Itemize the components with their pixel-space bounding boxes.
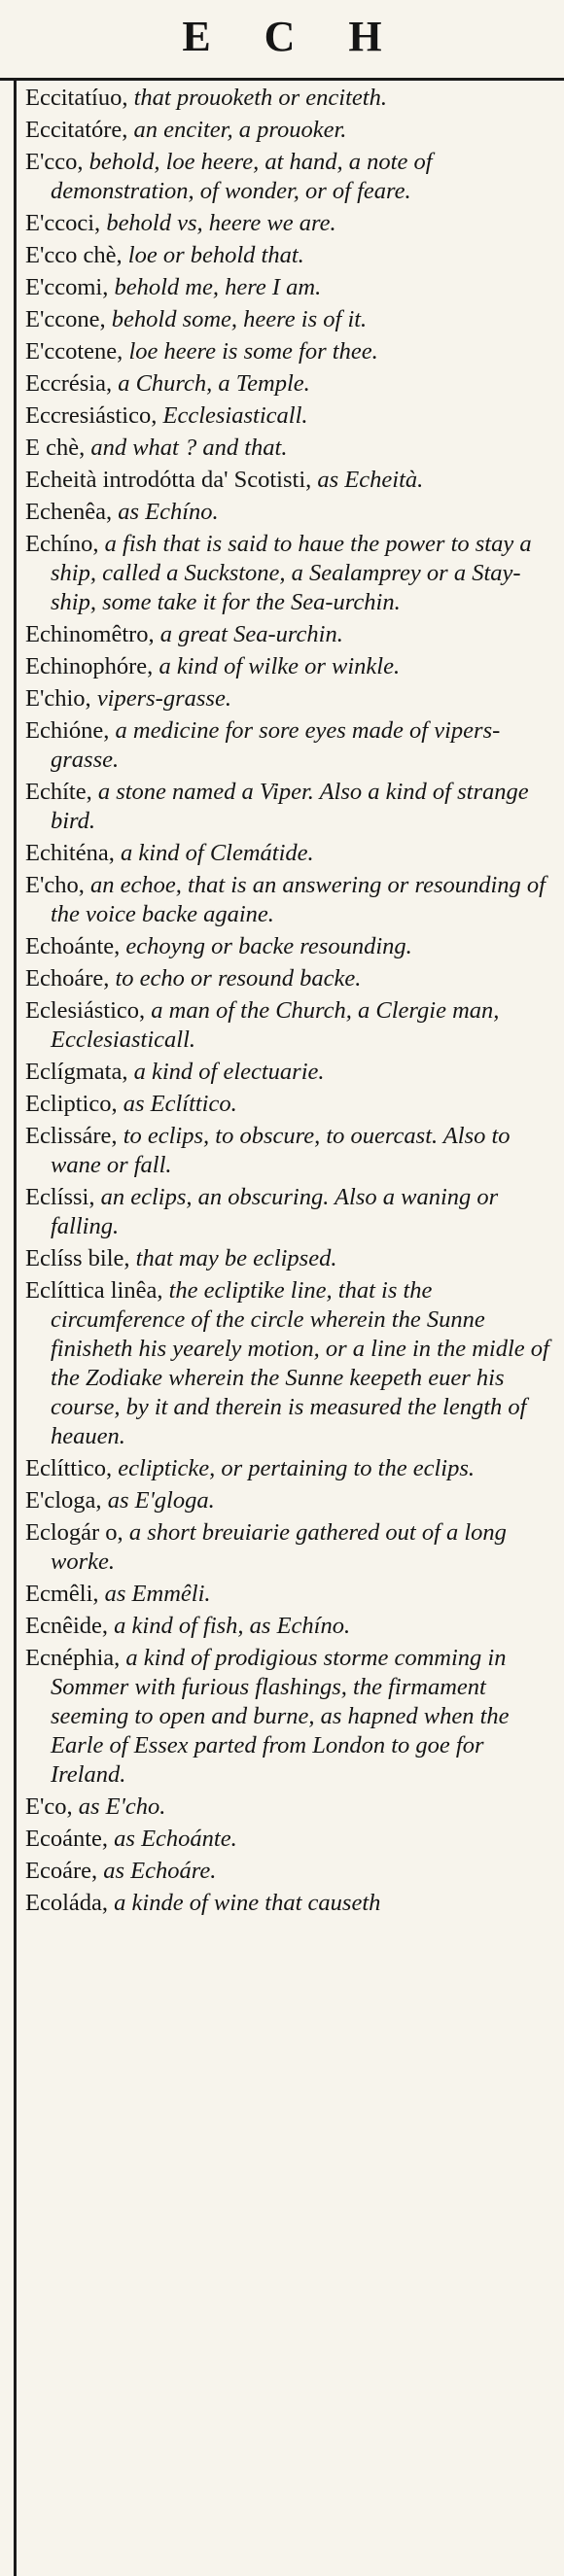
entry-headword: Ecoánte,: [25, 1826, 109, 1852]
entry-headword: Eclissáre,: [25, 1123, 118, 1149]
dictionary-entry: [25, 530, 556, 617]
entry-definition: a kind of wilke or winkle.: [153, 653, 401, 679]
entry-headword: Ecnêide,: [25, 1613, 109, 1639]
entry-definition: a kind of Clemátide.: [114, 840, 314, 866]
entry-headword: Eclíss bile,: [25, 1245, 130, 1271]
dictionary-entry: [25, 1058, 556, 1087]
column-rule: [14, 78, 17, 2576]
dictionary-entry: [25, 84, 556, 113]
entry-headword: Echiténa,: [25, 840, 115, 866]
dictionary-entry: [25, 1518, 556, 1577]
dictionary-entry: [25, 1793, 556, 1822]
dictionary-entry: [25, 1825, 556, 1854]
entry-headword: E'ccone,: [25, 306, 106, 332]
dictionary-entry: [25, 1644, 556, 1790]
dictionary-entry: [25, 1454, 556, 1483]
entry-headword: E'cloga,: [25, 1487, 102, 1514]
entry-headword: Eccitatóre,: [25, 117, 128, 143]
dictionary-entry: [25, 305, 556, 334]
dictionary-entry: [25, 369, 556, 399]
entry-definition: a kind of prodigious storme comming in Sommer with furious flashings, the firmament seeming to open and burne, as hapned when the Earle of Essex parted from London to goe for Ireland.: [51, 1645, 510, 1788]
dictionary-entry: [25, 434, 556, 463]
dictionary-entry: [25, 1244, 556, 1273]
entry-definition: a short breuiarie gathered out of a long worke.: [51, 1519, 507, 1575]
entry-headword: E chè,: [25, 435, 86, 461]
entry-definition: as Echoáre.: [97, 1858, 217, 1884]
dictionary-entry: [25, 1612, 556, 1641]
entry-definition: loe or behold that.: [122, 242, 304, 268]
entry-definition: a great Sea-urchin.: [154, 621, 343, 647]
dictionary-entry: [25, 996, 556, 1055]
entry-definition: as Echíno.: [112, 499, 219, 525]
entry-headword: E'chio,: [25, 685, 91, 712]
entry-definition: the ecliptike line, that is the circumference of the circle wherein the Sunne finisheth his yearely motion, or a line in the midle of the Zodiake wherein the Sunne keepeth euer his course, by it and therein is measured the length of heauen.: [51, 1277, 549, 1449]
entry-definition: and what ? and that.: [85, 435, 288, 461]
page-header: [0, 0, 564, 84]
entry-definition: vipers-grasse.: [90, 685, 231, 712]
entry-headword: Eclogár o,: [25, 1519, 123, 1546]
entry-definition: eclipticke, or pertaining to the eclips.: [112, 1455, 475, 1481]
dictionary-entry: [25, 1889, 556, 1918]
dictionary-entry: [25, 116, 556, 145]
entry-headword: Ecnéphia,: [25, 1645, 121, 1671]
dictionary-entry: [25, 209, 556, 238]
entry-definition: as Echoánte.: [108, 1826, 237, 1852]
dictionary-entry: [25, 652, 556, 681]
entry-headword: Eclígmata,: [25, 1059, 128, 1085]
entry-headword: E'cho,: [25, 872, 85, 898]
dictionary-entry: [25, 716, 556, 775]
entry-definition: behold me, here I am.: [108, 274, 322, 300]
dictionary-entry: [25, 871, 556, 929]
entry-headword: E'cco chè,: [25, 242, 123, 268]
entry-headword: Echíte,: [25, 779, 92, 805]
dictionary-entry: [25, 1857, 556, 1886]
entry-definition: a man of the Church, a Clergie man, Ecclesiasticall.: [51, 997, 500, 1053]
dictionary-entry: [25, 620, 556, 649]
entry-definition: that prouoketh or enciteth.: [127, 85, 387, 111]
entry-definition: behold, loe heere, at hand, a note of demonstration, of wonder, or of feare.: [51, 149, 433, 204]
entry-definition: as Eclíttico.: [117, 1091, 237, 1117]
dictionary-entry: [25, 1276, 556, 1451]
entry-definition: behold vs, heere we are.: [100, 210, 336, 236]
dictionary-entry: [25, 1122, 556, 1180]
dictionary-entry: [25, 778, 556, 836]
dictionary-entry: [25, 273, 556, 302]
entry-headword: Ecliptico,: [25, 1091, 118, 1117]
entry-definition: to eclips, to obscure, to ouercast. Also to wane or fall.: [51, 1123, 511, 1178]
dictionary-entry: [25, 337, 556, 366]
entry-definition: an enciter, a prouoker.: [127, 117, 347, 143]
entry-headword: E'co,: [25, 1793, 73, 1820]
entry-definition: a fish that is said to haue the power to stay a ship, called a Suckstone, a Sealamprey or a Stay-ship, some take it for the Sea-urchin.: [51, 531, 532, 615]
entry-headword: Eccitatíuo,: [25, 85, 128, 111]
entry-definition: Ecclesiasticall.: [157, 402, 308, 429]
entry-definition: loe heere is some for thee.: [123, 338, 378, 365]
entry-definition: a Church, a Temple.: [112, 370, 310, 397]
dictionary-entry: [25, 1090, 556, 1119]
dictionary-entry: [25, 498, 556, 527]
entry-headword: Ecoáre,: [25, 1858, 98, 1884]
entry-headword: Echíno,: [25, 531, 99, 557]
entry-headword: Eccresiástico,: [25, 402, 158, 429]
entry-headword: Eclíttica linêa,: [25, 1277, 163, 1304]
entry-definition: echoyng or backe resounding.: [120, 933, 412, 959]
entry-definition: a kind of electuarie.: [127, 1059, 325, 1085]
dictionary-entry: [25, 1183, 556, 1241]
entry-headword: E'ccotene,: [25, 338, 123, 365]
entry-definition: as Echeità.: [311, 467, 424, 493]
dictionary-entry: [25, 148, 556, 206]
dictionary-entry: [25, 1486, 556, 1515]
entry-list: [25, 84, 556, 1921]
dictionary-entry: [25, 241, 556, 270]
dictionary-entry: [25, 932, 556, 961]
entry-headword: Echinophóre,: [25, 653, 154, 679]
entry-definition: that may be eclipsed.: [129, 1245, 337, 1271]
entry-headword: Echinomêtro,: [25, 621, 155, 647]
page-title: E C H: [182, 13, 404, 60]
entry-definition: behold some, heere is of it.: [105, 306, 368, 332]
entry-definition: a kind of fish, as Echíno.: [108, 1613, 351, 1639]
entry-headword: Ecoláda,: [25, 1890, 109, 1916]
entry-definition: to echo or resound backe.: [109, 965, 362, 992]
entry-definition: an echoe, that is an answering or resounding of the voice backe againe.: [51, 872, 546, 927]
entry-definition: a kinde of wine that causeth: [108, 1890, 381, 1916]
dictionary-entry: [25, 964, 556, 993]
entry-headword: Echióne,: [25, 717, 110, 744]
dictionary-entry: [25, 839, 556, 868]
entry-headword: Echeità introdótta da' Scotisti,: [25, 467, 312, 493]
entry-headword: Ecmêli,: [25, 1581, 99, 1607]
entry-definition: as Emmêli.: [98, 1581, 211, 1607]
header-rule: [0, 78, 564, 81]
entry-headword: Eclíttico,: [25, 1455, 113, 1481]
entry-headword: Eclíssi,: [25, 1184, 95, 1210]
entry-definition: as E'gloga.: [101, 1487, 215, 1514]
entry-headword: E'cco,: [25, 149, 84, 175]
entry-headword: Echoáre,: [25, 965, 110, 992]
entry-headword: E'ccoci,: [25, 210, 101, 236]
entry-headword: Eccrésia,: [25, 370, 113, 397]
entry-definition: a medicine for sore eyes made of vipers-grasse.: [51, 717, 501, 773]
entry-definition: a stone named a Viper. Also a kind of strange bird.: [51, 779, 529, 834]
dictionary-entry: [25, 401, 556, 431]
entry-definition: an eclips, an obscuring. Also a waning or falling.: [51, 1184, 499, 1239]
entry-headword: E'ccomi,: [25, 274, 109, 300]
dictionary-entry: [25, 684, 556, 714]
dictionary-entry: [25, 466, 556, 495]
entry-definition: as E'cho.: [72, 1793, 166, 1820]
entry-headword: Echoánte,: [25, 933, 121, 959]
dictionary-entry: [25, 1580, 556, 1609]
entry-headword: Echenêa,: [25, 499, 113, 525]
entry-headword: Eclesiástico,: [25, 997, 146, 1024]
